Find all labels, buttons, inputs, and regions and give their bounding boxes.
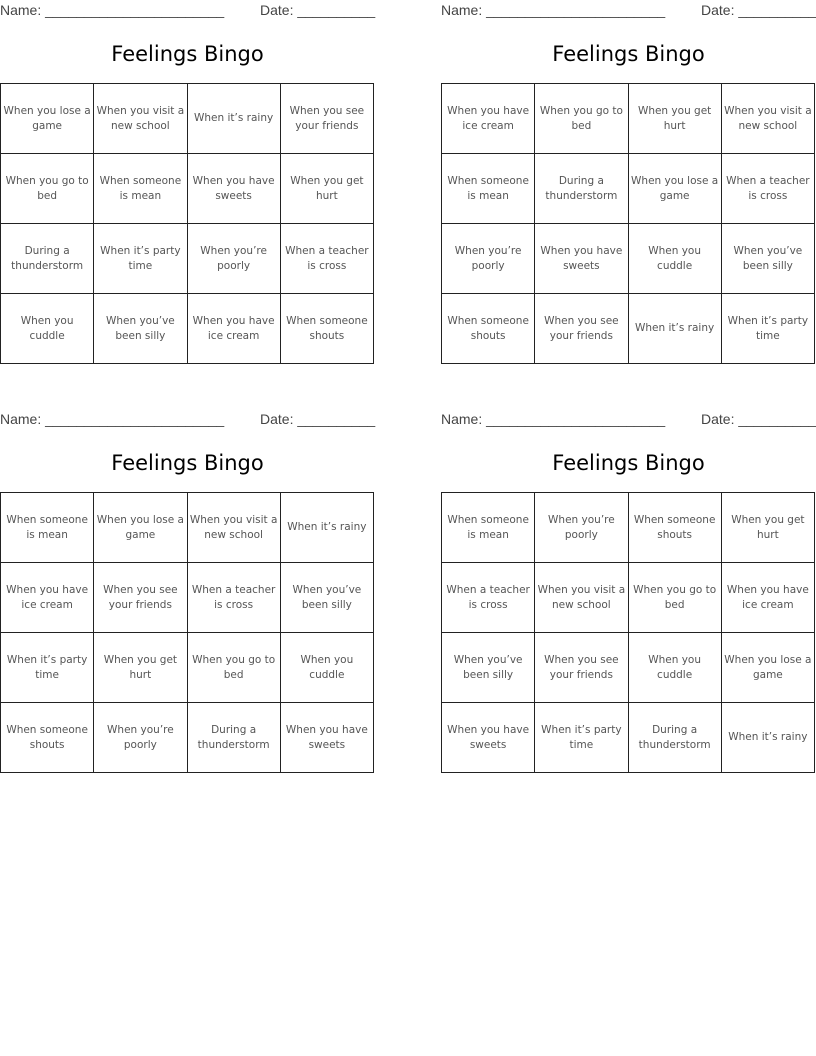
bingo-cell: When you have ice cream (187, 294, 280, 364)
grid-row (1, 493, 374, 563)
bingo-cell: When you cuddle (1, 294, 94, 364)
card-title: Feelings Bingo (111, 42, 264, 66)
date-field-label[interactable]: Date: __________ (260, 2, 376, 18)
bingo-cell: When someone is mean (94, 154, 187, 224)
card-title: Feelings Bingo (111, 451, 264, 475)
bingo-cell: When you’ve been silly (721, 224, 814, 294)
bingo-cell: When someone is mean (442, 154, 535, 224)
bingo-cell: When you’re poorly (442, 224, 535, 294)
bingo-cell: When you cuddle (628, 633, 721, 703)
bingo-cell: When you get hurt (628, 84, 721, 154)
bingo-cell: When you lose a game (628, 154, 721, 224)
grid-row (442, 703, 815, 773)
bingo-cell: When someone shouts (280, 294, 373, 364)
bingo-cell: When a teacher is cross (280, 224, 373, 294)
grid-row (1, 703, 374, 773)
header-line (0, 411, 375, 429)
bingo-cell: When you see your friends (535, 633, 628, 703)
bingo-cell: When you have sweets (280, 703, 373, 773)
bingo-cell: When it’s party time (94, 224, 187, 294)
bingo-cell: During a thunderstorm (187, 703, 280, 773)
bingo-grid (441, 83, 815, 364)
bingo-cell: When someone is mean (442, 493, 535, 563)
bingo-cell: When someone shouts (442, 294, 535, 364)
name-field-label[interactable]: Name: _______________________ (441, 2, 666, 18)
grid-row (442, 294, 815, 364)
bingo-cell: When you’re poorly (187, 224, 280, 294)
bingo-cell: When it’s rainy (628, 294, 721, 364)
bingo-cell: When it’s rainy (187, 84, 280, 154)
grid-row (442, 633, 815, 703)
bingo-cell: When a teacher is cross (187, 563, 280, 633)
bingo-cell: When you have sweets (442, 703, 535, 773)
bingo-card-3 (0, 409, 375, 774)
bingo-cell: When you have ice cream (721, 563, 814, 633)
bingo-cell: When you have ice cream (442, 84, 535, 154)
bingo-cell: When you go to bed (187, 633, 280, 703)
bingo-cell: When you cuddle (280, 633, 373, 703)
bingo-cell: When a teacher is cross (442, 563, 535, 633)
bingo-cell: When you get hurt (94, 633, 187, 703)
bingo-cell: When you visit a new school (187, 493, 280, 563)
bingo-cell: When you’ve been silly (442, 633, 535, 703)
bingo-cell: When you’ve been silly (280, 563, 373, 633)
grid-row (1, 633, 374, 703)
bingo-cell: During a thunderstorm (1, 224, 94, 294)
bingo-card-1 (0, 0, 375, 365)
bingo-cell: When you’ve been silly (94, 294, 187, 364)
bingo-cell: When you’re poorly (535, 493, 628, 563)
name-field-label[interactable]: Name: _______________________ (441, 411, 666, 427)
name-field-label[interactable]: Name: _______________________ (0, 411, 225, 427)
bingo-cell: When someone shouts (1, 703, 94, 773)
bingo-cell: When someone shouts (628, 493, 721, 563)
grid-row (442, 84, 815, 154)
bingo-cell: When you’re poorly (94, 703, 187, 773)
header-line (0, 2, 375, 20)
bingo-cell: When you have sweets (535, 224, 628, 294)
bingo-card-4 (441, 409, 816, 774)
grid-row (1, 154, 374, 224)
bingo-cell: When you visit a new school (721, 84, 814, 154)
date-field-label[interactable]: Date: __________ (260, 411, 376, 427)
bingo-cell: When you go to bed (1, 154, 94, 224)
bingo-cell: When you have sweets (187, 154, 280, 224)
card-title: Feelings Bingo (552, 451, 705, 475)
grid-row (442, 224, 815, 294)
bingo-cell: When a teacher is cross (721, 154, 814, 224)
date-field-label[interactable]: Date: __________ (701, 411, 816, 427)
name-field-label[interactable]: Name: _______________________ (0, 2, 225, 18)
bingo-cell: When you go to bed (628, 563, 721, 633)
grid-row (1, 563, 374, 633)
bingo-cell: When you get hurt (721, 493, 814, 563)
bingo-cell: When you lose a game (94, 493, 187, 563)
bingo-cell: When it’s rainy (280, 493, 373, 563)
bingo-grid (0, 83, 374, 364)
grid-row (442, 563, 815, 633)
bingo-cell: When you see your friends (94, 563, 187, 633)
bingo-cell: When you cuddle (628, 224, 721, 294)
grid-row (442, 493, 815, 563)
header-line (441, 411, 816, 429)
date-field-label[interactable]: Date: __________ (701, 2, 816, 18)
bingo-cell: When you have ice cream (1, 563, 94, 633)
bingo-cell: When you see your friends (280, 84, 373, 154)
grid-row (1, 294, 374, 364)
bingo-card-2 (441, 0, 816, 365)
grid-row (1, 84, 374, 154)
bingo-cell: When it’s party time (721, 294, 814, 364)
bingo-cell: When it’s party time (535, 703, 628, 773)
card-title: Feelings Bingo (552, 42, 705, 66)
bingo-cell: When you visit a new school (94, 84, 187, 154)
bingo-cell: When you lose a game (721, 633, 814, 703)
bingo-cell: When you go to bed (535, 84, 628, 154)
bingo-cell: When you lose a game (1, 84, 94, 154)
bingo-cell: During a thunderstorm (628, 703, 721, 773)
grid-row (1, 224, 374, 294)
bingo-grid (441, 492, 815, 773)
bingo-cell: When someone is mean (1, 493, 94, 563)
bingo-grid (0, 492, 374, 773)
grid-row (442, 154, 815, 224)
bingo-cell: When you see your friends (535, 294, 628, 364)
header-line (441, 2, 816, 20)
bingo-cell: When you visit a new school (535, 563, 628, 633)
bingo-cell: During a thunderstorm (535, 154, 628, 224)
bingo-cell: When it’s party time (1, 633, 94, 703)
bingo-cell: When it’s rainy (721, 703, 814, 773)
bingo-cell: When you get hurt (280, 154, 373, 224)
